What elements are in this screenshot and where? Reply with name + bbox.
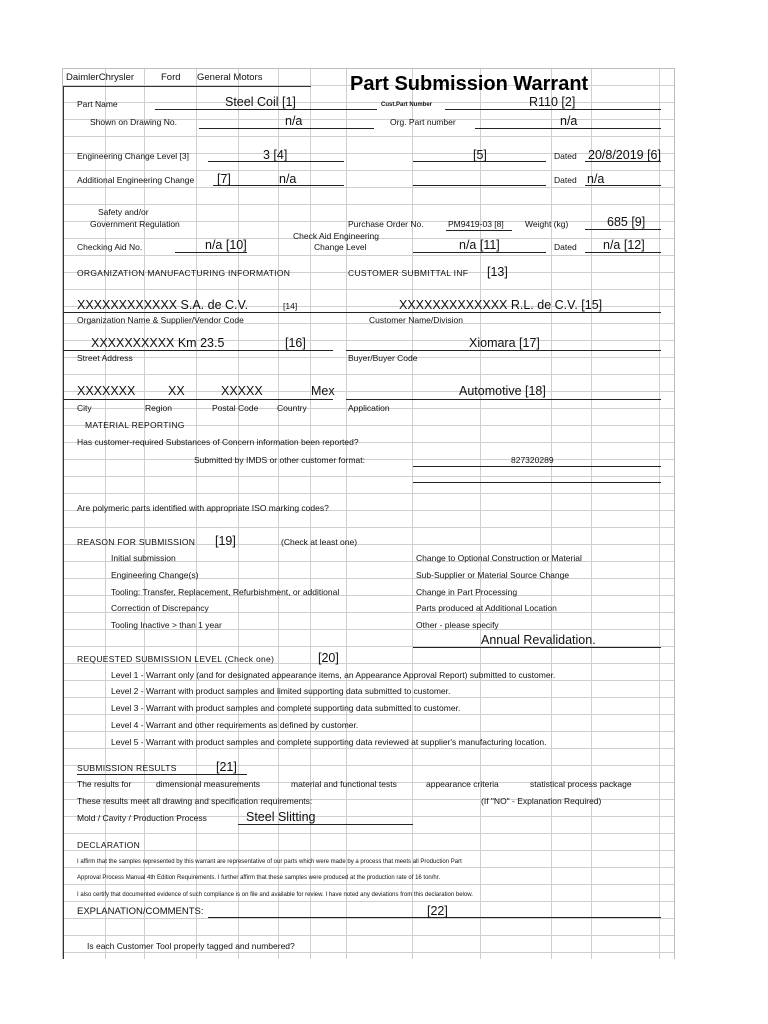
ecl-date-value[interactable]: 20/8/2019 [6] (588, 148, 661, 162)
application-underline (346, 399, 661, 400)
buyer-label: Buyer/Buyer Code (348, 353, 418, 363)
reason-other-underline (413, 647, 661, 648)
postal-code-value[interactable]: XXXXX (221, 384, 263, 398)
level-option-1[interactable]: Level 1 - Warrant only (and for designated appearance items, an Appearance Approval Report) submitted to customer. (111, 670, 556, 680)
ecl-label: Engineering Change Level [3] (77, 151, 189, 161)
reason-option-part-processing[interactable]: Change in Part Processing (416, 587, 518, 597)
reason-check-hint: (Check at least one) (281, 537, 358, 547)
mold-label: Mold / Cavity / Production Process (77, 813, 207, 823)
safety-label-1: Safety and/or (98, 207, 149, 217)
ecl-underline (208, 161, 344, 162)
aec-marker: [7] (217, 172, 231, 186)
aec-dated-label: Dated (554, 175, 577, 185)
checking-aid-underline (175, 252, 247, 253)
customer-section-title: CUSTOMER SUBMITTAL INF (348, 268, 469, 278)
reason-section-marker: [19] (215, 534, 236, 548)
country-value[interactable]: Mex (311, 384, 335, 398)
customer-name-value[interactable]: XXXXXXXXXXXXX R.L. de C.V. [15] (399, 298, 603, 312)
name-row-underline (63, 312, 661, 313)
org-name-label: Organization Name & Supplier/Vendor Code (77, 315, 244, 325)
weight-value[interactable]: 685 [9] (607, 215, 646, 229)
page-title: Part Submission Warrant (350, 73, 589, 95)
mold-value[interactable]: Steel Slitting (246, 810, 316, 824)
reason-option-initial[interactable]: Initial submission (111, 553, 176, 563)
level-option-4[interactable]: Level 4 - Warrant and other requirements as defined by customer. (111, 720, 359, 730)
criteria-appearance[interactable]: appearance criteria (426, 779, 499, 789)
material-section-title: MATERIAL REPORTING (85, 420, 185, 430)
aec-extra-underline (413, 185, 546, 186)
reason-option-additional-location[interactable]: Parts produced at Additional Location (416, 603, 557, 613)
weight-label: Weight (kg) (525, 219, 569, 229)
reason-section-title: REASON FOR SUBMISSION (77, 537, 196, 547)
street-marker: [16] (285, 336, 306, 350)
region-value[interactable]: XX (168, 384, 185, 398)
region-label: Region (145, 403, 172, 413)
cust-part-number-label: Cust.Part Number (381, 102, 433, 108)
imds-underline (413, 466, 661, 467)
check-aid-ecl-label-2: Change Level (314, 242, 367, 252)
part-name-value[interactable]: Steel Coil [1] (225, 95, 296, 109)
reason-option-tooling-transfer[interactable]: Tooling: Transfer, Replacement, Refurbishment, or additional (111, 587, 340, 597)
street-underline (63, 350, 333, 351)
level-section-title: REQUESTED SUBMISSION LEVEL (Check one) (77, 654, 275, 664)
ecl-value[interactable]: 3 [4] (263, 148, 288, 162)
imds-underline-2 (413, 482, 661, 483)
buyer-underline (346, 350, 661, 351)
explanation-marker: [22] (427, 904, 448, 918)
shown-on-drawing-value[interactable]: n/a (285, 114, 303, 128)
po-label: Purchase Order No. (348, 219, 424, 229)
explanation-required-text: (If "NO" - Explanation Required) (481, 796, 602, 806)
application-label: Application (348, 403, 390, 413)
material-question-2: Are polymeric parts identified with appropriate ISO marking codes? (77, 503, 329, 513)
brand-ford: Ford (161, 72, 181, 83)
org-name-value[interactable]: XXXXXXXXXXXX S.A. de C.V. (77, 298, 249, 312)
checking-aid-value[interactable]: n/a [10] (205, 238, 247, 252)
street-value[interactable]: XXXXXXXXXX Km 23.5 (91, 336, 225, 350)
part-name-label: Part Name (77, 99, 118, 109)
org-part-underline (475, 128, 661, 129)
declaration-line-3: I also certify that documented evidence of such compliance is on file and available for review. I have noted any deviations from this declaration below. (77, 892, 473, 898)
imds-label: Submitted by IMDS or other customer format: (194, 455, 366, 465)
reason-option-tooling-inactive[interactable]: Tooling Inactive > than 1 year (111, 620, 222, 630)
aec-value[interactable]: n/a (279, 172, 297, 186)
ecl-date-underline (585, 161, 661, 162)
criteria-material-functional[interactable]: material and functional tests (291, 779, 397, 789)
declaration-line-2: Approval Process Manual 4th Edition Requirements. I further affirm that these samples were produced at the production rate of 16 ton/hr. (77, 875, 441, 881)
aec-date-value[interactable]: n/a (587, 172, 605, 186)
customer-section-marker: [13] (487, 265, 508, 279)
org-name-marker: [14] (283, 301, 298, 311)
material-question-1: Has customer-required Substances of Concern information been reported? (77, 437, 359, 447)
city-underline (63, 399, 333, 400)
psw-form-sheet (62, 68, 675, 959)
safety-label-2: Government Regulation (90, 219, 180, 229)
imds-value[interactable]: 827320289 (511, 455, 554, 465)
postal-code-label: Postal Code (212, 403, 259, 413)
level-option-3[interactable]: Level 3 - Warrant with product samples and complete supporting data submitted to customer. (111, 703, 461, 713)
explanation-label: EXPLANATION/COMMENTS: (77, 906, 204, 917)
org-part-number-label: Org. Part number (390, 117, 456, 127)
explanation-underline (208, 917, 661, 918)
check-aid-ecl-underline (413, 252, 546, 253)
weight-underline (585, 229, 661, 230)
check-aid-ecl-label-1: Check Aid Engineering (293, 231, 380, 241)
ecl-dated-label: Dated (554, 151, 577, 161)
results-underline (77, 774, 247, 775)
declaration-line-1: I affirm that the samples represented by this warrant are representative of our parts which were made by a process that meets all Production Part (77, 859, 462, 865)
reason-option-other[interactable]: Other - please specify (416, 620, 499, 630)
criteria-dimensional[interactable]: dimensional measurements (156, 779, 260, 789)
reason-other-value[interactable]: Annual Revalidation. (481, 633, 596, 647)
ecl-extra-underline (413, 161, 546, 162)
cust-part-number-underline (445, 109, 661, 110)
customer-name-label: Customer Name/Division (369, 315, 463, 325)
results-section-marker: [21] (216, 760, 237, 774)
reason-option-engineering-change[interactable]: Engineering Change(s) (111, 570, 199, 580)
checking-aid-label: Checking Aid No. (77, 242, 143, 252)
aec-underline (213, 185, 344, 186)
level-option-2[interactable]: Level 2 - Warrant with product samples and limited supporting data submitted to customer. (111, 686, 451, 696)
tool-tag-question: Is each Customer Tool properly tagged and numbered? (87, 941, 295, 951)
country-label: Country (277, 403, 307, 413)
shown-on-drawing-label: Shown on Drawing No. (90, 117, 177, 127)
results-for-label: The results for (77, 779, 132, 789)
po-underline (446, 230, 512, 231)
drawing-underline (199, 128, 374, 129)
level-option-5[interactable]: Level 5 - Warrant with product samples and complete supporting data reviewed at supplier's manufacturing location. (111, 737, 547, 747)
aec-date-underline (585, 185, 661, 186)
part-name-underline (155, 109, 377, 110)
declaration-section-title: DECLARATION (77, 840, 141, 850)
results-section-title: SUBMISSION RESULTS (77, 763, 177, 773)
ecl-extra-value[interactable]: [5] (473, 148, 487, 162)
mold-underline (238, 824, 413, 825)
aec-label: Additional Engineering Change (77, 175, 195, 185)
meet-requirements-text: These results meet all drawing and specification requirements: (77, 796, 313, 806)
buyer-value[interactable]: Xiomara [17] (469, 336, 540, 350)
city-label: City (77, 403, 92, 413)
reason-option-correction[interactable]: Correction of Discrepancy (111, 603, 209, 613)
po-value[interactable]: PM9419-03 [8] (448, 219, 504, 229)
reason-option-optional-construction[interactable]: Change to Optional Construction or Material (416, 553, 582, 563)
criteria-statistical[interactable]: statistical process package (530, 779, 632, 789)
org-part-number-value[interactable]: n/a (560, 114, 578, 128)
brand-general-motors: General Motors (197, 72, 263, 83)
cust-part-number-value[interactable]: R110 [2] (529, 95, 576, 109)
reason-option-sub-supplier[interactable]: Sub-Supplier or Material Source Change (416, 570, 570, 580)
street-label: Street Address (77, 353, 133, 363)
check-aid-date-value[interactable]: n/a [12] (603, 238, 645, 252)
city-value[interactable]: XXXXXXX (77, 384, 136, 398)
check-aid-ecl-value[interactable]: n/a [11] (459, 238, 500, 252)
check-aid-date-underline (585, 252, 661, 253)
check-aid-dated-label: Dated (554, 242, 577, 252)
brand-daimlerchrysler: DaimlerChrysler (66, 72, 135, 83)
level-section-marker: [20] (318, 651, 339, 665)
form-left-border (63, 87, 64, 959)
application-value[interactable]: Automotive [18] (459, 384, 546, 398)
org-section-title: ORGANIZATION MANUFACTURING INFORMATION (77, 268, 291, 278)
